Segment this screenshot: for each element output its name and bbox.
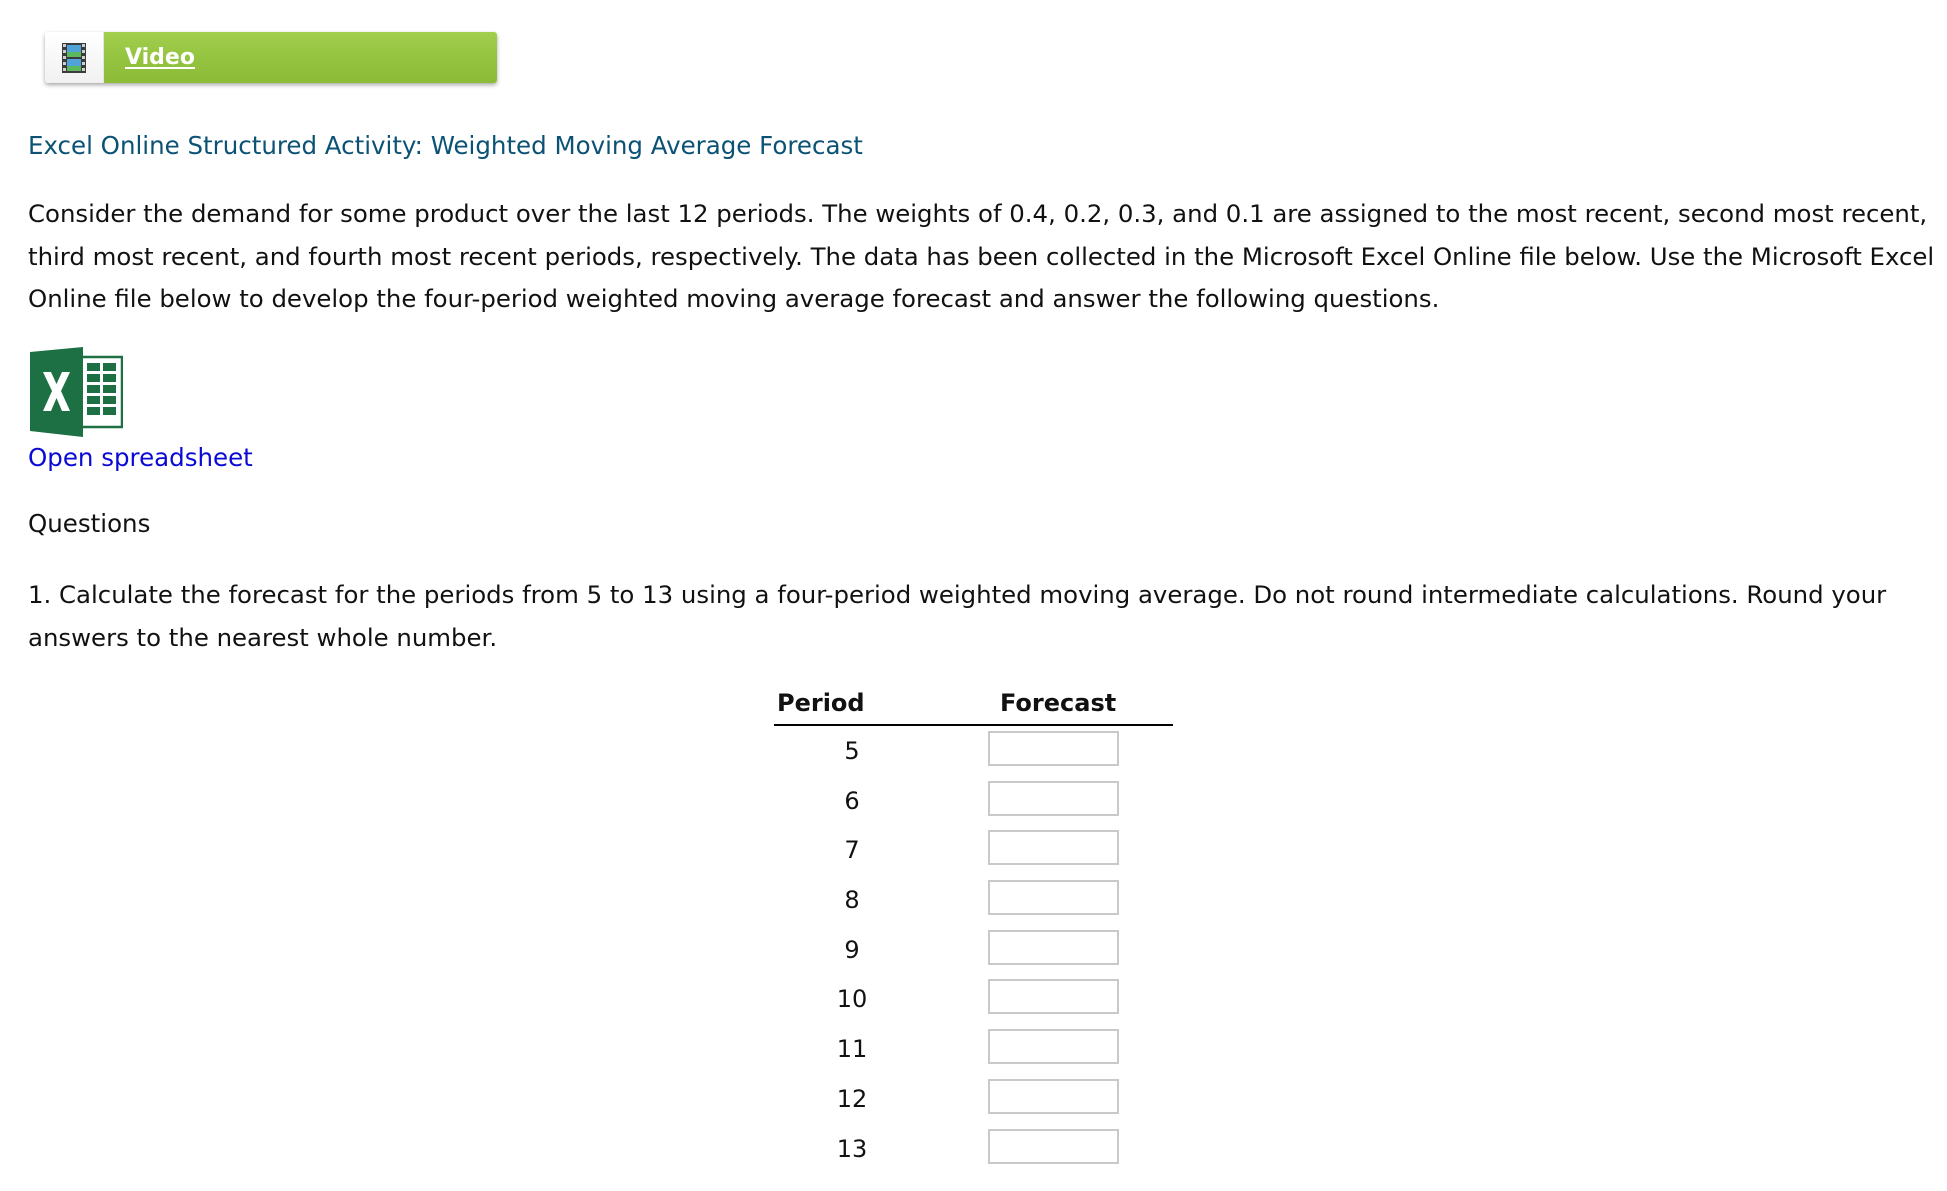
table-row bbox=[774, 1124, 1173, 1174]
question-line: 1. Calculate the forecast for the periods from 5 to 13 using a four-period weighted moving average. Do not round intermediate calculations. Round your bbox=[28, 580, 1887, 609]
table-row bbox=[774, 776, 1173, 826]
forecast-input-period-7[interactable] bbox=[988, 830, 1119, 865]
questions-heading: Questions bbox=[28, 509, 151, 538]
forecast-input-period-5[interactable] bbox=[988, 731, 1119, 766]
period-cell: 9 bbox=[844, 935, 860, 964]
table-row bbox=[774, 1074, 1173, 1124]
open-spreadsheet-link[interactable]: Open spreadsheet bbox=[28, 443, 253, 472]
forecast-input-period-13[interactable] bbox=[988, 1129, 1119, 1164]
period-cell: 13 bbox=[836, 1134, 868, 1163]
video-icon-box bbox=[45, 32, 104, 83]
period-cell: 7 bbox=[844, 836, 860, 865]
forecast-table bbox=[774, 688, 1173, 1173]
table-row bbox=[774, 875, 1173, 925]
period-header: Period bbox=[777, 689, 865, 717]
question-line: answers to the nearest whole number. bbox=[28, 622, 498, 652]
forecast-input-period-6[interactable] bbox=[988, 781, 1119, 816]
video-button-bar[interactable] bbox=[104, 32, 497, 83]
table-row bbox=[774, 974, 1173, 1024]
forecast-input-period-10[interactable] bbox=[988, 979, 1119, 1014]
intro-paragraph bbox=[28, 193, 1935, 321]
question-1-text bbox=[28, 574, 1886, 659]
table-row bbox=[774, 1024, 1173, 1074]
period-cell: 6 bbox=[844, 786, 860, 815]
forecast-input-period-9[interactable] bbox=[988, 930, 1119, 965]
table-row bbox=[774, 726, 1173, 776]
period-cell: 12 bbox=[836, 1084, 868, 1113]
period-cell: 8 bbox=[844, 886, 860, 915]
film-strip-icon bbox=[62, 43, 86, 73]
forecast-input-period-11[interactable] bbox=[988, 1029, 1119, 1064]
forecast-input-period-8[interactable] bbox=[988, 880, 1119, 915]
activity-title: Excel Online Structured Activity: Weighted Moving Average Forecast bbox=[28, 131, 863, 160]
period-cell: 10 bbox=[836, 985, 868, 1014]
table-row bbox=[774, 925, 1173, 975]
forecast-input-period-12[interactable] bbox=[988, 1079, 1119, 1114]
video-button[interactable] bbox=[45, 32, 497, 83]
forecast-header: Forecast bbox=[1000, 689, 1117, 717]
intro-line: third most recent, and fourth most recent periods, respectively. The data has been collected in the Microsoft Excel Online file below. Use the Microsoft Excel bbox=[28, 241, 1935, 271]
period-cell: 5 bbox=[844, 737, 860, 765]
table-header bbox=[774, 688, 1173, 726]
excel-icon[interactable] bbox=[30, 347, 123, 437]
period-cell: 11 bbox=[836, 1035, 868, 1064]
video-link[interactable]: Video bbox=[125, 45, 195, 70]
intro-line: Online file below to develop the four-period weighted moving average forecast and answer the following questions. bbox=[28, 284, 1440, 313]
table-row bbox=[774, 825, 1173, 875]
intro-line: Consider the demand for some product over the last 12 periods. The weights of 0.4, 0.2, 0.3, and 0.1 are assigned to the most recent, second most recent, bbox=[28, 199, 1928, 228]
